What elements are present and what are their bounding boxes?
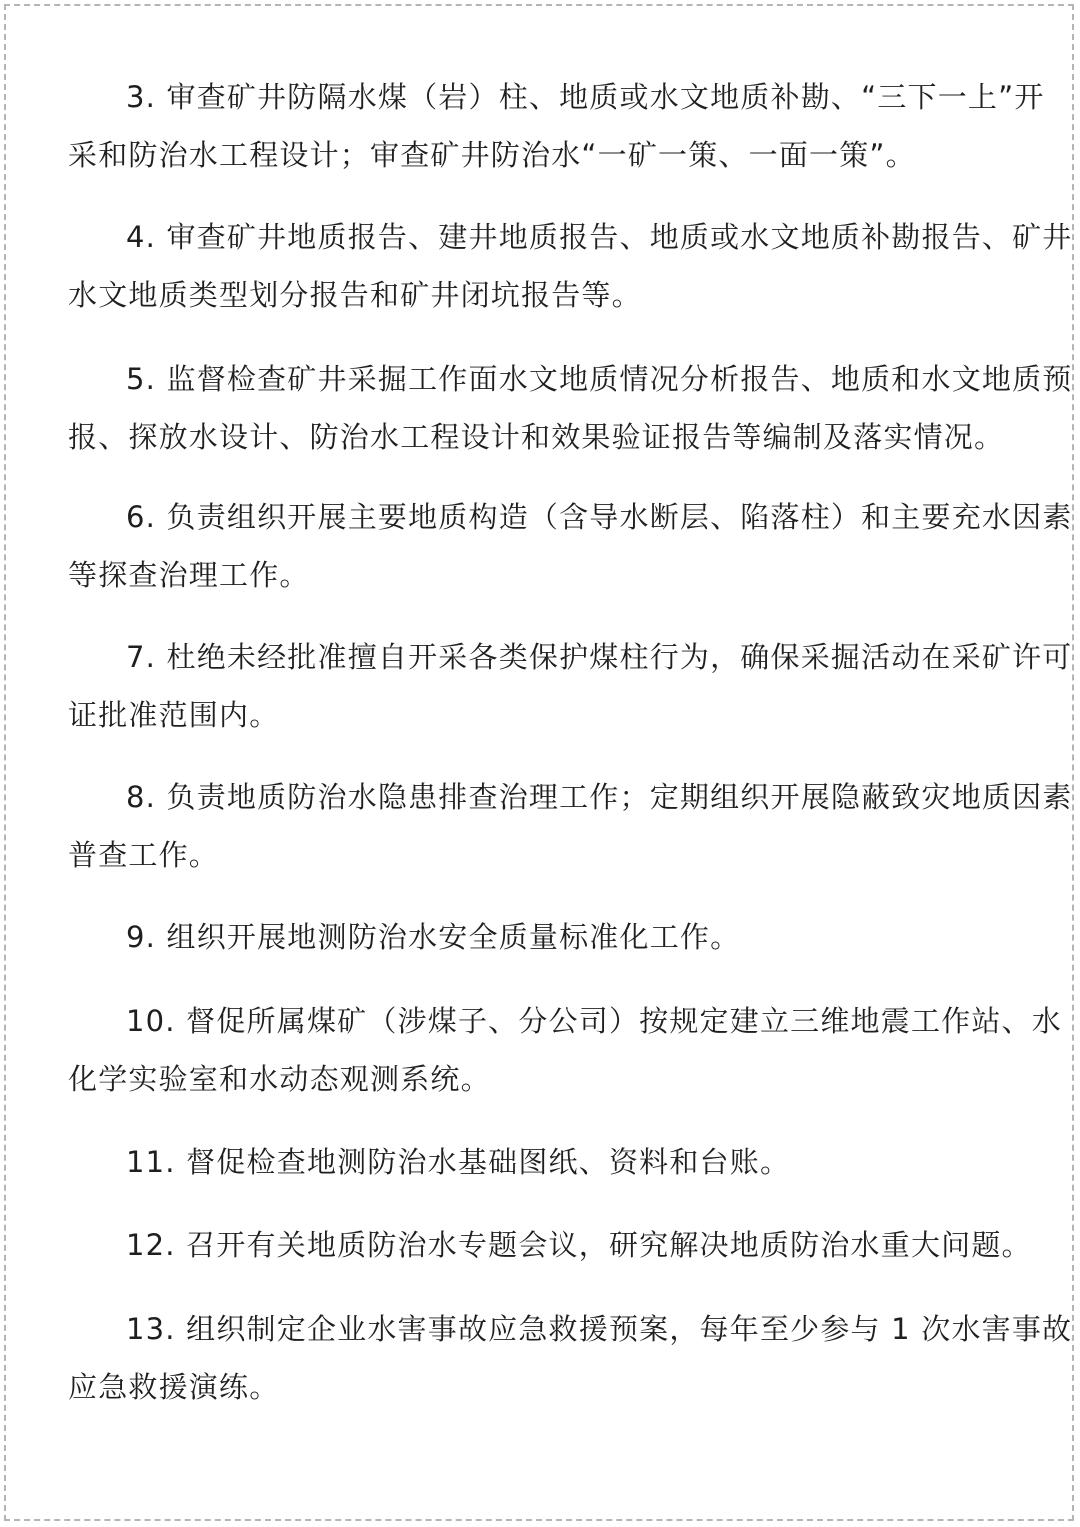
paragraph-line [68,208,1073,266]
list-item-3 [68,68,1045,184]
paragraph-line [68,488,1073,546]
list-item-5 [68,350,1073,466]
paragraph-line: 应急救援演练。 [68,1370,280,1404]
item-text: 组织制定企业水害事故应急救援预案，每年至少参与 1 次水害事故 [186,1312,1073,1346]
list-item-4 [68,208,1073,324]
paragraph-line [68,1133,1018,1191]
item-number: 13. [126,1312,176,1346]
list-item-11 [68,1133,1018,1191]
paragraph-line: 水文地质类型划分报告和矿井闭坑报告等。 [68,278,642,312]
item-text: 审查矿井地质报告、建井地质报告、地质或水文地质补勘报告、矿井 [166,220,1073,254]
paragraph-line [68,992,1062,1050]
item-number: 5. [126,362,157,396]
item-number: 7. [126,640,157,674]
paragraph-line: 证批准范围内。 [68,698,280,732]
list-item-6 [68,488,1073,604]
paragraph-line: 化学实验室和水动态观测系统。 [68,1062,491,1096]
item-number: 3. [126,80,157,114]
paragraph-line [68,68,1045,126]
item-text: 督促所属煤矿（涉煤子、分公司）按规定建立三维地震工作站、水 [186,1004,1062,1038]
paragraph-line [68,350,1073,408]
list-item-8 [68,768,1073,884]
item-text: 组织开展地测防治水安全质量标准化工作。 [166,920,741,954]
item-text: 审查矿井防隔水煤（岩）柱、地质或水文地质补勘、“三下一上”开 [166,80,1045,114]
paragraph-line [68,628,1073,686]
paragraph-line: 采和防治水工程设计；审查矿井防治水“一矿一策、一面一策”。 [68,138,916,172]
paragraph-line [68,1300,1073,1358]
item-number: 6. [126,500,157,534]
paragraph-line: 等探查治理工作。 [68,558,310,592]
list-item-12 [68,1216,1032,1274]
item-number: 10. [126,1004,176,1038]
list-item-10 [68,992,1062,1108]
item-number: 12. [126,1228,176,1262]
item-number: 11. [126,1145,176,1179]
item-text: 监督检查矿井采掘工作面水文地质情况分析报告、地质和水文地质预 [166,362,1073,396]
item-text: 负责地质防治水隐患排查治理工作；定期组织开展隐蔽致灾地质因素 [166,780,1073,814]
item-text: 负责组织开展主要地质构造（含导水断层、陷落柱）和主要充水因素 [166,500,1073,534]
item-number: 4. [126,220,157,254]
paragraph-line [68,908,1018,966]
list-item-13 [68,1300,1073,1416]
item-text: 召开有关地质防治水专题会议，研究解决地质防治水重大问题。 [186,1228,1032,1262]
item-number: 8. [126,780,157,814]
list-item-7 [68,628,1073,744]
list-item-9 [68,908,1018,966]
item-text: 杜绝未经批准擅自开采各类保护煤柱行为，确保采掘活动在采矿许可 [166,640,1073,674]
paragraph-line: 普查工作。 [68,838,220,872]
paragraph-line [68,1216,1032,1274]
item-text: 督促检查地测防治水基础图纸、资料和台账。 [186,1145,791,1179]
item-number: 9. [126,920,157,954]
paragraph-line [68,768,1073,826]
paragraph-line: 报、探放水设计、防治水工程设计和效果验证报告等编制及落实情况。 [68,420,1005,454]
